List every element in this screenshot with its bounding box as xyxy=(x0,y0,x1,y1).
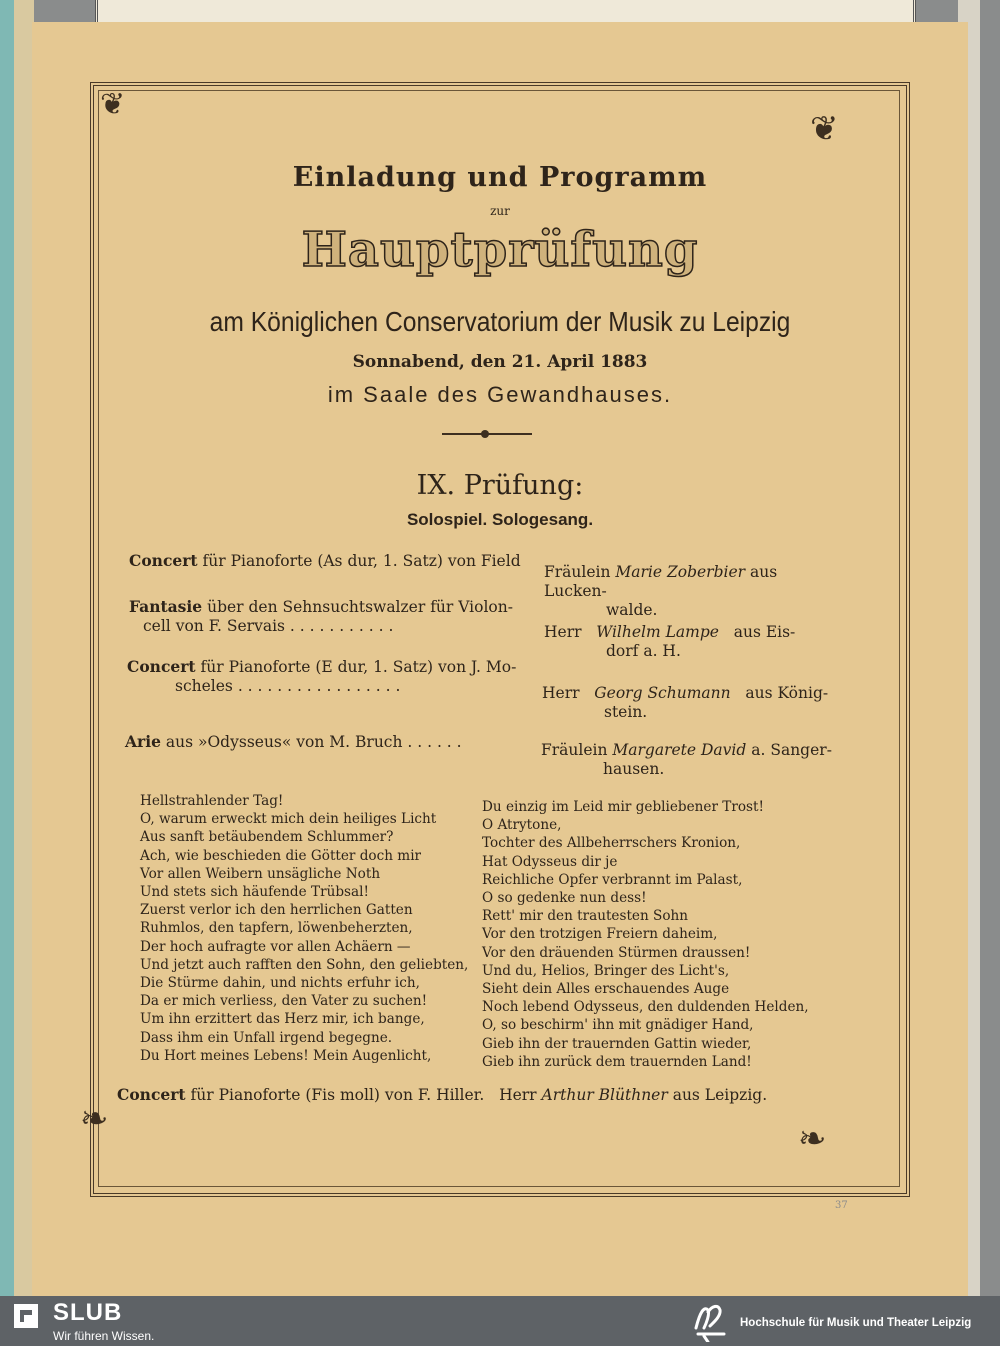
performer-name: Arthur Blüthner xyxy=(541,1086,668,1104)
performer xyxy=(544,623,844,661)
work-title: Concert xyxy=(127,657,196,676)
work-description: für Pianoforte (E dur, 1. Satz) von J. Mo- xyxy=(200,658,517,676)
performer-origin: aus Lucken- xyxy=(544,563,778,600)
footer-bar xyxy=(0,1296,1000,1346)
work-description-cont: cell von F. Servais xyxy=(143,617,285,635)
date: Sonnabend, den 21. April 1883 xyxy=(352,352,648,372)
performer-origin-cont: walde. xyxy=(606,601,658,619)
performer-origin: aus Leipzig. xyxy=(672,1086,768,1104)
performer-name: Marie Zoberbier xyxy=(615,563,746,581)
venue: im Saale des Gewandhauses. xyxy=(327,382,673,407)
program-item-final xyxy=(117,1085,767,1104)
heading: Einladung und Programm xyxy=(292,162,708,193)
leader-dots: . . . . . . xyxy=(402,733,462,751)
program-item xyxy=(125,732,535,752)
performer-name: Wilhelm Lampe xyxy=(596,623,719,641)
corner-ornament-icon: ❦ xyxy=(810,109,839,149)
performer-origin-cont: stein. xyxy=(604,703,648,721)
program-item xyxy=(129,597,539,636)
performer-origin: aus König- xyxy=(745,684,829,702)
lyrics-right: Du einzig im Leid mir gebliebener Trost! O Atrytone, Tochter des Allbeherrschers Kronion, Hat Odysseus dir je Reichliche Opfer verbrannt im Palast, O so gedenke nun dess! Rett' mir den trautesten Sohn Vor den trotzigen Freiern daheim, Vor den dräuenden Stürmen draussen! Und du, Helios, Bringer des Licht's, Sieht dein Alles erschauendes Auge Noch lebend Odysseus, den duldenden Helden, O, so beschirm' ihn mit gnädiger Hand, Gieb ihn der trauernden Gattin wieder, Gieb ihn zurück dem trauernden Land! xyxy=(482,799,809,1070)
program-item xyxy=(127,657,537,696)
program-item xyxy=(129,551,539,571)
slub-name[interactable]: SLUB xyxy=(53,1299,123,1326)
performer-title: Herr xyxy=(542,684,580,702)
corner-ornament-icon: ❦ xyxy=(100,87,126,122)
work-description: für Pianoforte (Fis moll) von F. Hiller. xyxy=(190,1086,485,1104)
card-edge xyxy=(14,0,34,1296)
corner-ornament-icon: ❧ xyxy=(80,1099,109,1139)
leader-dots: . . . . . . . . . . . xyxy=(285,617,394,635)
page-title: Hauptprüfung xyxy=(301,222,699,278)
work-description-cont: scheles xyxy=(175,677,233,695)
performer-title: Herr xyxy=(544,623,582,641)
corner-ornament-icon: ❧ xyxy=(798,1119,827,1159)
exam-subtitle: Solospiel. Sologesang. xyxy=(406,510,594,529)
work-title: Concert xyxy=(129,551,198,570)
work-title: Fantasie xyxy=(129,597,203,616)
performer-name: Margarete David xyxy=(612,741,747,759)
performer-origin: aus Eis- xyxy=(733,623,796,641)
performer-origin-cont: dorf a. H. xyxy=(606,642,681,660)
work-description: über den Sehnsuchtswalzer für Violon- xyxy=(207,598,513,616)
slub-logo-icon[interactable] xyxy=(12,1302,40,1330)
performer-origin-cont: hausen. xyxy=(603,760,665,778)
work-title: Concert xyxy=(117,1085,186,1104)
work-description: aus »Odysseus« von M. Bruch xyxy=(165,733,403,751)
hmt-name[interactable]: Hochschule für Musik und Theater Leipzig xyxy=(740,1317,972,1329)
work-title: Arie xyxy=(125,732,161,751)
performer xyxy=(544,563,844,620)
hmt-logo-icon[interactable] xyxy=(690,1298,730,1342)
performer xyxy=(541,741,841,779)
leader-dots: . . . . . . . . . . . . . . . . . xyxy=(232,677,401,695)
previous-page-strip xyxy=(95,0,916,24)
program-page xyxy=(32,22,968,1296)
lyrics-left: Hellstrahlender Tag! O, warum erweckt mich dein heiliges Licht Aus sanft betäubendem Schlummer? Ach, wie beschieden die Götter doch mir Vor allen Weibern unsägliche Noth Und stets sich häufende Trübsal! Zuerst verlor ich den herrlichen Gatten Ruhmlos, den tapfern, löwenbeherzten, Der hoch aufragte vor allen Achäern — Und jetzt auch rafften den Sohn, den geliebten, Die Stürme dahin, und nichts erfuhr ich, Da er mich verliess, den Vater zu suchen! Um ihn erzittert das Herz mir, ich bange, Dass ihm ein Unfall irgend begegne. Du Hort meines Lebens! Mein Augenlicht, xyxy=(140,793,469,1064)
performer-title: Herr xyxy=(499,1086,537,1104)
heading-zur: zur xyxy=(490,204,510,218)
pencil-note: 37 xyxy=(835,1200,848,1211)
divider-ornament xyxy=(481,430,489,438)
institution: am Königlichen Conservatorium der Musik zu Leipzig xyxy=(209,306,791,337)
slub-tagline: Wir führen Wissen. xyxy=(53,1329,155,1343)
performer-title: Fräulein xyxy=(544,563,611,581)
performer-title: Fräulein xyxy=(541,741,608,759)
performer-name: Georg Schumann xyxy=(594,684,731,702)
exam-number: IX. Prüfung: xyxy=(416,470,584,501)
performer-origin: a. Sanger- xyxy=(751,741,832,759)
work-description: für Pianoforte (As dur, 1. Satz) von Field xyxy=(202,552,521,570)
performer xyxy=(542,684,842,722)
